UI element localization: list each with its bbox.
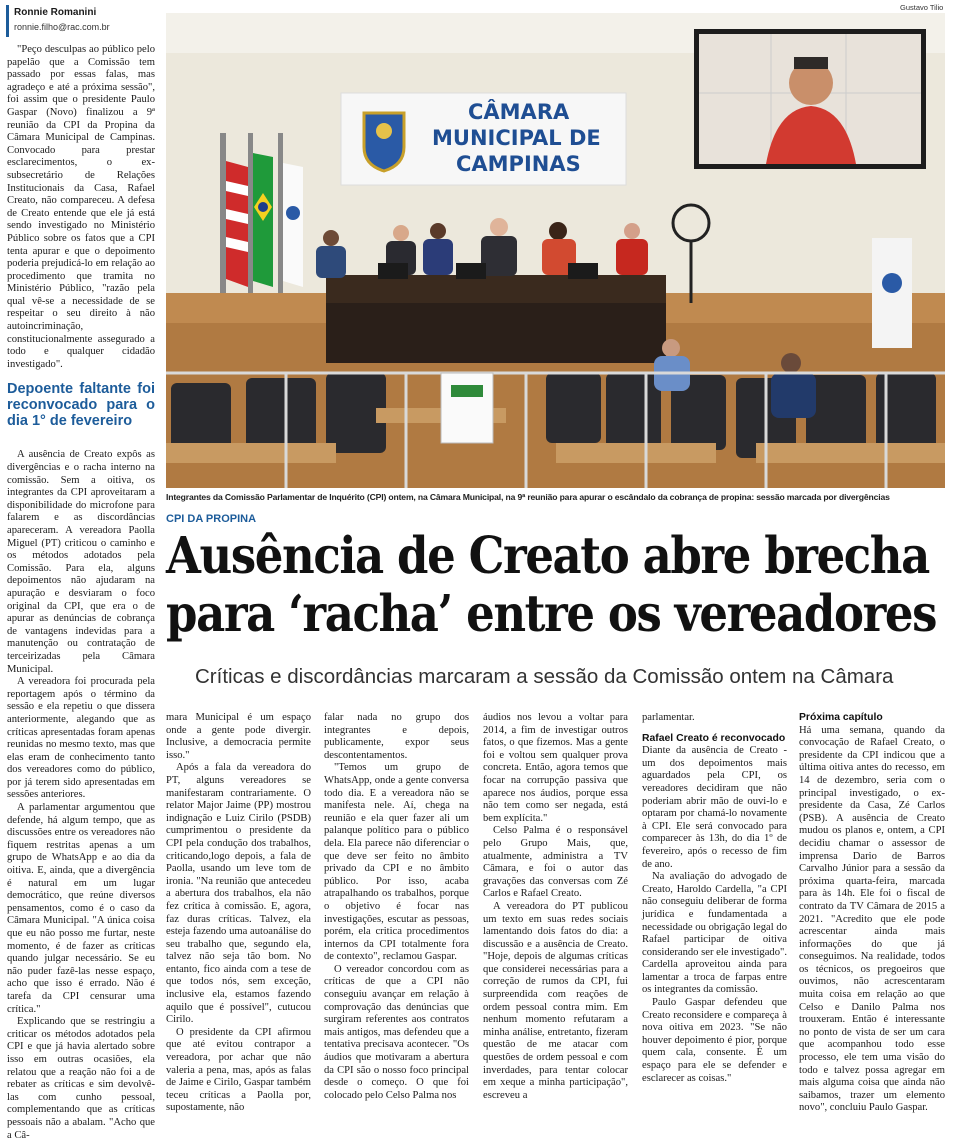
headline-line-1: Ausência de Creato abre brecha	[166, 525, 929, 586]
col3-paragraph: O vereador concordou com as críticas de que a CPI não conseguiu avançar em relação à comprovação das denúncias que surgiram referentes aos contratos mais antigos, mas defendeu que a tentativa precisava acontecer. "Os áudios que motivaram a abertura da CPI são o nosso foco principal desde o começo. O que foi colocado pelo Celso Palma nos	[324, 963, 469, 1101]
col5-subhead: Rafael Creato é reconvocado	[642, 732, 786, 744]
byline-email: ronnie.filho@rac.com.br	[14, 22, 110, 32]
column-2	[166, 712, 311, 1115]
col6-subhead: Próxima capítulo	[799, 712, 883, 723]
byline-name: Ronnie Romanini	[14, 7, 97, 18]
col3-paragraph: falar nada no grupo dos integrantes e depois, publicamente, expor seus descontentamentos.	[324, 712, 469, 761]
sign-line-3: CAMPINAS	[456, 152, 581, 176]
col5-paragraph: parlamentar.	[642, 712, 695, 723]
intro-paragraph: "Peço desculpas ao público pelo papelão que a Comissão tem passado por essas falas, mas agradeço e até a próxima sessão", foi assim que o presidente Paulo Gaspar (Novo) finalizou a 9ª reunião da CPI da Propina da Câmara Municipal de Campinas. Convocado para prestar esclarecimentos, o ex-subsecretário de Relações Institucionais da Casa, Rafael Creato, não compareceu. A defesa de Creato entende que ele já está sendo investigado no Ministério Público sobre os fatos que a CPI tenta apurar e que o depoimento poderia prejudicá-lo em relação ao procedimento que tramita no Ministério Público, "razão pela qual vê-se a necessidade de se respeitar o seu direito à não autoincriminação, constitucionalmente assegurado a todo e qualquer cidadão investigado".	[7, 44, 155, 370]
kicker: CPI DA PROPINA	[166, 513, 257, 525]
sign-line-2: MUNICIPAL DE	[432, 126, 601, 150]
photo-credit: Gustavo Tilio	[900, 3, 944, 12]
col4-paragraph: Celso Palma é o responsável pelo Grupo Mais, que, atualmente, administra a TV Câmara, e foi o autor das gravações das conversas com Zé Carlos e Rafael Creato.	[483, 825, 628, 900]
subtitle: Críticas e discordâncias marcaram a sessão da Comissão ontem na Câmara	[195, 665, 894, 688]
col5-paragraph: Paulo Gaspar defendeu que Creato reconsidere e compareça à nova oitiva em 2023. "Se não houver depoimento é pior, porque quem cala, consente. É um espaço para ele se defender e esclarecer as coisas."	[642, 997, 787, 1084]
headline-line-2: para ‘racha’ entre os vereadores	[166, 583, 937, 644]
meeting-photo-illustration	[166, 13, 945, 488]
left-column	[7, 44, 155, 1142]
side-head: Depoente faltante foi reconvocado para o dia 1° de fevereiro	[7, 381, 155, 430]
col5-paragraph: Diante da ausência de Creato - um dos depoimentos mais aguardados pela CPI, os vereadores decidiram que não poderiam abrir mão de ouvi-lo e optaram por chamá-lo novamente à CPI. Ele será convocado para comparecer às 13h, do dia 1º de fevereiro, após o recesso de fim de ano.	[642, 745, 787, 870]
col6-paragraph: Há uma semana, quando da convocação de Rafael Creato, o presidente da CPI indicou que a última oitiva antes do recesso, em 14 de dezembro, seria com o principal investigado, o ex-presidente da Casa, Zé Carlos (PSB). A ausência de Creato mudou os planos e, ontem, a CPI decidiu chamar o assessor de imprensa Dario de Barros Carvalho Júnior para a sessão da próxima quarta-feira, marcada para às 14h. Ele foi o fiscal de contrato da TV Câmara de 2015 a 2021. "Acredito que ele pode acrescentar ainda mais informações do que já conseguimos. Na realidade, todos os técnicos, os pregoeiros que ouvimos, não acrescentaram muita coisa em relação ao que Celso e Danilo Palma nos trouxeram. Então é interessante no ponto de vista de ser um cara que acompanhou todo esse processo, ele tem uma visão do todo e talvez possa agregar em mais alguma coisa que ainda não saibamos, trazer um elemento novo", concluiu Paulo Gaspar.	[799, 724, 945, 1114]
left-paragraph: A parlamentar argumentou que defende, há algum tempo, que as discussões entre os vereadores não fiquem restritas apenas a um grupo de WhatsApp e ao dia da oitiva. E, ainda, que a divergência é natural em um lugar democrático, que reúne diversos pensamentos, como é o caso da Câmara Municipal. "A única coisa que eu não posso me furtar, neste momento, é de fazer as críticas quando julgar necessário. Se eu não puder fazê-las nesse espaço, acho que isso é errado. Não é tarefa da CPI censurar uma crítica."	[7, 802, 155, 1015]
col4-paragraph: áudios nos levou a voltar para 2014, a fim de investigar outros fatos, o que fizemos. Mas a gente foi e voltou sem qualquer prova concreta. Então, agora temos que focar na corrupção passiva que aparece nos áudios, porque essa não tem como ser negada, está bem explícita."	[483, 712, 628, 824]
column-3	[324, 712, 469, 1102]
byline	[6, 5, 158, 39]
col2-paragraph: O presidente da CPI afirmou que até evitou contrapor a vereadora, por achar que não valeria a pena, mas, após as falas de Jaime e Cirilo, Gaspar também teceu críticas a Paolla por, supostamente, não	[166, 1026, 311, 1114]
col2-paragraph: mara Municipal é um espaço onde a gente pode divergir. Inclusive, a democracia permite isso."	[166, 712, 311, 761]
column-5	[642, 712, 787, 1085]
byline-rule	[6, 5, 9, 37]
left-paragraph: A vereadora foi procurada pela reportagem após o término da sessão e ela repetiu o que dissera anteriormente, alegando que as críticas apresentadas foram apenas reunidas no mesmo texto, mas que elas eram de conhecimento tanto dos vereadores como do público, por já terem sido apresentadas em sessões anteriores.	[7, 676, 155, 801]
col4-paragraph: A vereadora do PT publicou um texto em suas redes sociais lamentando dois fatos do dia: a discussão e a ausência de Creato. "Hoje, depois de algumas críticas que considerei necessárias para a correção de rumos da CPI, fui surpreendida com reações de ordem pessoal contra mim. Em nenhum momento refutaram a minha análise, entretanto, fizeram questão de me atacar com questões de ordem pessoal e com inverdades, para tentar colocar em xeque a minha participação", escreveu a	[483, 900, 628, 1101]
col5-paragraph: Na avaliação do advogado de Creato, Haroldo Cardella, "a CPI não conseguiu deliberar de forma jurídica e fundamentada a necessidade ou obrigação legal do Rafael participar de oitiva considerando ser ele investigado". Cardella aproveitou ainda para lamentar a troca de farpas entre os integrantes da comissão.	[642, 871, 787, 996]
left-paragraph: Explicando que se restringiu a criticar os métodos adotados pela CPI e que já havia alertado sobre isso em outras ocasiões, ela relatou que a reação não foi a de rebater as críticas e sim devolvê-las com cunho pessoal, complementando que as críticas pessoais não a abalam. "Acho que a Câ-	[7, 1016, 155, 1141]
meeting-photo	[166, 13, 945, 488]
column-6	[799, 712, 945, 1115]
col2-paragraph: Após a fala da vereadora do PT, alguns vereadores se manifestaram contrariamente. O relator Major Jaime (PP) mostrou indignação e Luiz Cirilo (PSDB) cumprimentou o presidente da CPI pela condução dos trabalhos, criticando,logo depois, a fala de Paolla, usando um leve tom de ironia. "Na reunião que antecedeu a abertura dos trabalhos, ela não fez crítica à comissão. E, agora, faz duras críticas. Talvez, ela esteja fazendo uma autoanálise do seu trabalho que, segundo ela, talvez não seja tão bom. No entanto, fico ainda com a tese de que todos nós, sem exceção, inclusive ela, estamos fazendo aquilo que é possível", cutucou Cirilo.	[166, 762, 311, 1026]
left-paragraph: A ausência de Creato expôs as divergências e o racha interno na comissão. Sem a oitiva, os integrantes da CPI aproveitaram a disponibilidade do microfone para falarem e as discordâncias apareceram. A vereadora Paolla Miguel (PT) criticou o caminho e os métodos adotados pela Comissão. Para ela, alguns depoimentos não ajudaram na apuração e desviaram o foco original da CPI, que era o de apurar as denúncias de cobrança de vantagens indevidas para a manutenção ou contratação de terceirizadas pela Câmara Municipal.	[7, 449, 155, 675]
column-4	[483, 712, 628, 1102]
sign-line-1: CÂMARA	[468, 100, 570, 124]
col3-paragraph: "Temos um grupo de WhatsApp, onde a gente conversa todo dia. E a vereadora não se manifesta nele. Aí, chega na reunião e ela quer fazer ali um palanque político para o público dela. Ela parece não diferenciar o que deve ser feito no âmbito privado da CPI e no âmbito público. Por isso, acaba atrapalhando os trabalhos, porque o objetivo é focar nas investigações, escutar as pessoas, porém, ela critica procedimentos internos da CPI totalmente fora de contexto", reclamou Gaspar.	[324, 762, 469, 963]
photo-caption: Integrantes da Comissão Parlamentar de Inquérito (CPI) ontem, na Câmara Municipal, na 9ª reunião para apurar o escândalo da cobrança de propina: sessão marcada por divergências	[166, 492, 890, 502]
